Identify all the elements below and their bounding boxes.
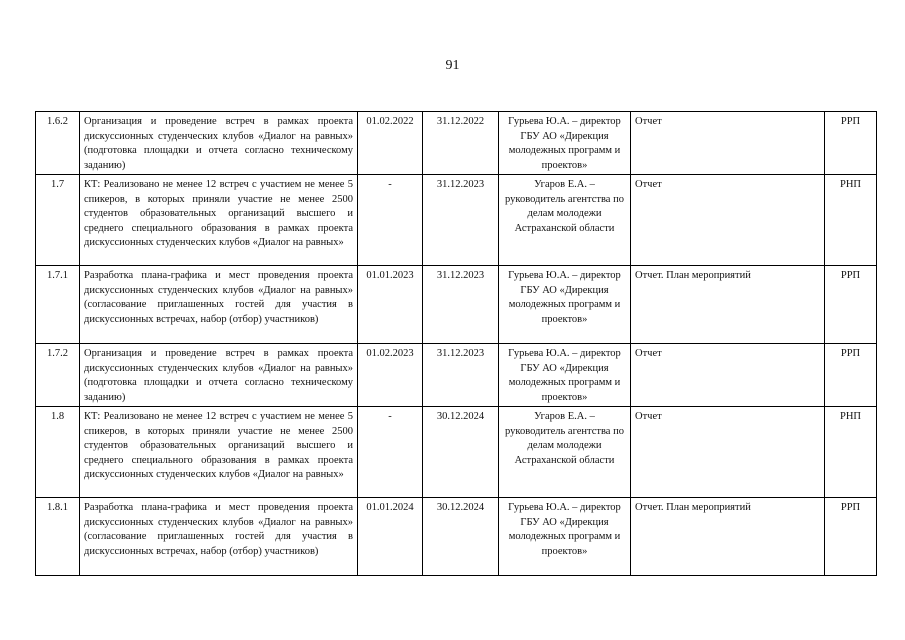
row-number-cell: 1.7 <box>36 175 80 266</box>
row-name-cell: Разработка плана-графика и мест проведения проекта дискуссионных студенческих клубов «Диалог на равных» (согласование приглашенных гостей для участия в дискуссионных встречах, набор (отбор) участников) <box>80 498 358 576</box>
table-row <box>36 112 877 175</box>
table-row <box>36 498 877 576</box>
row-result-cell: Отчет. План мероприятий <box>631 498 825 576</box>
table-row <box>36 344 877 407</box>
row-name-cell: Разработка плана-графика и мест проведения проекта дискуссионных студенческих клубов «Диалог на равных» (согласование приглашенных гостей для участия в дискуссионных встречах, набор (отбор) участников) <box>80 266 358 344</box>
row-end-date-cell: 31.12.2023 <box>423 266 499 344</box>
row-responsible-cell: Угаров Е.А. – руководитель агентства по делам молодежи Астраханской области <box>499 407 631 498</box>
row-code-cell: РРП <box>825 112 877 175</box>
row-start-date-cell: 01.01.2023 <box>358 266 423 344</box>
row-name-cell: КТ: Реализовано не менее 12 встреч с участием не менее 5 спикеров, в которых приняли участие не менее 2500 студентов образовательных организаций высшего и среднего специального образования в рамках проекта дискуссионных студенческих клубов «Диалог на равных» <box>80 407 358 498</box>
row-end-date-cell: 31.12.2022 <box>423 112 499 175</box>
row-responsible-cell: Гурьева Ю.А. – директор ГБУ АО «Дирекция молодежных программ и проектов» <box>499 498 631 576</box>
row-start-date-cell: - <box>358 407 423 498</box>
row-start-date-cell: 01.01.2024 <box>358 498 423 576</box>
row-number-cell: 1.7.1 <box>36 266 80 344</box>
row-code-cell: РРП <box>825 498 877 576</box>
row-responsible-cell: Гурьева Ю.А. – директор ГБУ АО «Дирекция молодежных программ и проектов» <box>499 266 631 344</box>
row-responsible-cell: Угаров Е.А. – руководитель агентства по делам молодежи Астраханской области <box>499 175 631 266</box>
row-start-date-cell: 01.02.2023 <box>358 344 423 407</box>
row-responsible-cell: Гурьева Ю.А. – директор ГБУ АО «Дирекция молодежных программ и проектов» <box>499 344 631 407</box>
row-result-cell: Отчет. План мероприятий <box>631 266 825 344</box>
row-end-date-cell: 31.12.2023 <box>423 175 499 266</box>
page-number: 91 <box>445 58 460 73</box>
table-row <box>36 407 877 498</box>
table-row <box>36 175 877 266</box>
table-row <box>36 266 877 344</box>
row-number-cell: 1.6.2 <box>36 112 80 175</box>
row-name-cell: КТ: Реализовано не менее 12 встреч с участием не менее 5 спикеров, в которых приняли участие не менее 2500 студентов образовательных организаций высшего и среднего специального образования в рамках проекта дискуссионных студенческих клубов «Диалог на равных» <box>80 175 358 266</box>
row-responsible-cell: Гурьева Ю.А. – директор ГБУ АО «Дирекция молодежных программ и проектов» <box>499 112 631 175</box>
row-end-date-cell: 30.12.2024 <box>423 407 499 498</box>
row-number-cell: 1.8 <box>36 407 80 498</box>
row-code-cell: РНП <box>825 407 877 498</box>
row-name-cell: Организация и проведение встреч в рамках проекта дискуссионных студенческих клубов «Диалог на равных» (подготовка площадки и отчета согласно техническому заданию) <box>80 344 358 407</box>
row-result-cell: Отчет <box>631 175 825 266</box>
row-number-cell: 1.7.2 <box>36 344 80 407</box>
row-result-cell: Отчет <box>631 407 825 498</box>
row-number-cell: 1.8.1 <box>36 498 80 576</box>
row-end-date-cell: 31.12.2023 <box>423 344 499 407</box>
plan-table <box>35 111 877 576</box>
row-start-date-cell: 01.02.2022 <box>358 112 423 175</box>
row-code-cell: РНП <box>825 175 877 266</box>
row-start-date-cell: - <box>358 175 423 266</box>
row-result-cell: Отчет <box>631 344 825 407</box>
row-code-cell: РРП <box>825 344 877 407</box>
row-end-date-cell: 30.12.2024 <box>423 498 499 576</box>
row-name-cell: Организация и проведение встреч в рамках проекта дискуссионных студенческих клубов «Диалог на равных» (подготовка площадки и отчета согласно техническому заданию) <box>80 112 358 175</box>
row-result-cell: Отчет <box>631 112 825 175</box>
row-code-cell: РРП <box>825 266 877 344</box>
